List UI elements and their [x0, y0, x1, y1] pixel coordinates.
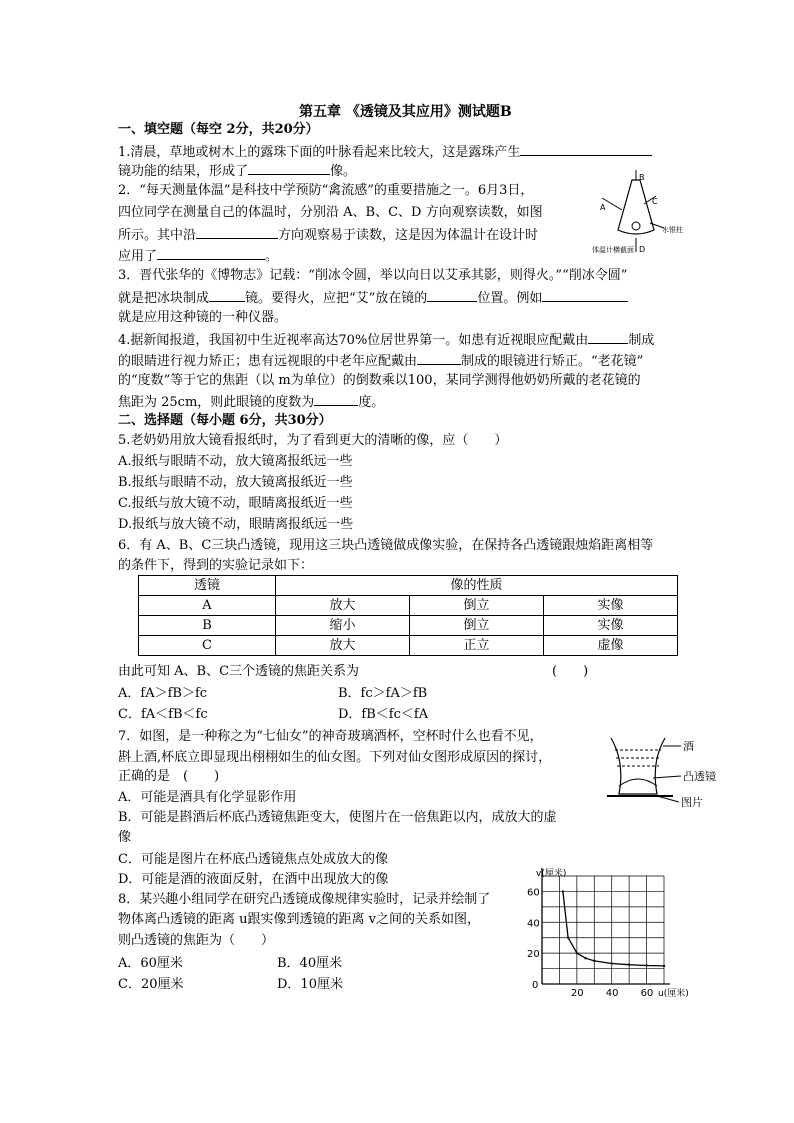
q3-line3: 就是应用这种镜的一种仪器。 — [118, 310, 288, 325]
uv-chart — [524, 868, 694, 1002]
chart-ticks — [527, 887, 653, 999]
q6-line1: 6．有 A、B、C三块凸透镜，现用这三块凸透镜做成像实验，在保持各凸透镜跟烛焰距离相等 — [118, 538, 654, 553]
q7-line3: 正确的是 ( ) — [118, 769, 220, 784]
fig-label-d: D — [639, 245, 646, 254]
table-cell: 实像 — [544, 596, 678, 616]
chart-point — [645, 964, 647, 966]
table-header-row — [139, 576, 678, 596]
chart-point — [628, 964, 630, 966]
chart-series-line — [563, 891, 664, 966]
q7-line2: 斟上酒,杯底立即显现出栩栩如生的仙女图。下列对仙女图形成原因的探讨， — [118, 750, 552, 765]
q3-blank3[interactable] — [542, 287, 628, 302]
q5-option-a[interactable]: A.报纸与眼睛不动，放大镜离报纸远一些 — [118, 454, 353, 469]
table-header: 像的性质 — [276, 576, 678, 596]
chart-grid — [542, 876, 664, 984]
table-cell: 缩小 — [276, 616, 410, 636]
table-cell: 放大 — [276, 636, 410, 656]
q5-option-c[interactable]: C.报纸与放大镜不动，眼睛离报纸近一些 — [118, 496, 353, 511]
q5-option-d[interactable]: D.报纸与放大镜不动，眼睛离报纸远一些 — [118, 517, 354, 532]
q2-blank2[interactable] — [157, 245, 265, 260]
q7-option-d[interactable]: D．可能是酒的液面反射，在酒中出现放大的像 — [118, 872, 389, 887]
chart-point — [562, 890, 564, 892]
fig-label-wine: 酒 — [683, 740, 694, 753]
table-cell: 实像 — [544, 616, 678, 636]
q6-line2: 的条件下，得到的实验记录如下： — [118, 558, 314, 573]
thermometer-figure — [590, 168, 690, 258]
q2-line1: 2．“每天测量体温”是科技中学预防“禽流感”的重要措施之一。6月3日， — [118, 183, 534, 198]
q8-option-b[interactable]: B．40厘米 — [277, 956, 343, 971]
q1-blank2[interactable] — [248, 160, 330, 175]
chart-point — [576, 952, 578, 954]
q2-line2: 四位同学在测量自己的体温时，分别沿 A、B、C、D 方向观察读数，如图 — [118, 205, 543, 220]
fig-label-lens: 凸透镜 — [683, 770, 716, 783]
y-tick-label: 40 — [527, 918, 540, 930]
q6-line3: 由此可知 A、B、C三个透镜的焦距关系为 — [118, 664, 360, 679]
q4-line3: 的“度数”等于它的焦距（以 m为单位）的倒数乘以100，某同学测得他奶奶所戴的老花镜的 — [118, 373, 641, 388]
chart-point — [593, 960, 595, 962]
q8-option-d[interactable]: D．10厘米 — [277, 977, 343, 992]
table-cell: A — [139, 596, 276, 616]
q7-option-b[interactable]: B．可能是斟酒后杯底凸透镜焦距变大，使图片在一倍焦距以内，成放大的虚 — [118, 810, 557, 825]
chart-point — [567, 937, 569, 939]
y-tick-label: 60 — [527, 887, 540, 899]
fig-label-section: 体温计横截面 — [592, 246, 634, 254]
y-tick-label: 0 — [532, 980, 539, 991]
chart-point — [584, 957, 586, 959]
table-cell: 放大 — [276, 596, 410, 616]
q4-line1: 4.据新闻报道，我国初中生近视率高达70%位居世界第一。如患有近视眼应配戴由 制成 — [118, 329, 654, 351]
x-tick-label: 60 — [640, 988, 654, 999]
q6-option-b[interactable]: B．fc＞fA＞fB — [338, 686, 428, 701]
chart-points — [562, 890, 665, 967]
table-cell: C — [139, 636, 276, 656]
table-cell: 虚像 — [544, 636, 678, 656]
fig-label-b: B — [639, 173, 645, 182]
q1-line2: 镜功能的结果，形成了 像。 — [118, 160, 356, 182]
fig-label-a: A — [600, 203, 606, 212]
q4-blank3[interactable] — [314, 391, 358, 406]
q3-line1: 3．晋代张华的《博物志》记载：“削冰令圆，举以向日以艾承其影，则得火。”“削冰令圆” — [118, 268, 628, 283]
q6-option-c[interactable]: C．fA＜fB＜fc — [118, 707, 208, 722]
q6-option-a[interactable]: A．fA＞fB＞fc — [118, 686, 208, 701]
chart-point — [663, 965, 665, 967]
chart-xlabel: u(厘米) — [658, 989, 689, 999]
q2-line4: 应用了 。 — [118, 245, 278, 267]
table-cell: 正立 — [410, 636, 544, 656]
q8-line2: 物体离凸透镜的距离 u跟实像到透镜的距离 v之间的关系如图， — [118, 912, 480, 927]
section-fill-blank: 一、填空题（每空 2分，共20分） — [118, 122, 319, 137]
q3-blank1[interactable] — [209, 287, 245, 302]
table-row — [139, 616, 678, 636]
fig-label-mercury: 水银柱 — [662, 226, 683, 234]
table-header: 透镜 — [139, 576, 276, 596]
q8-line1: 8．某兴趣小组同学在研究凸透镜成像规律实验时，记录并绘制了 — [118, 892, 491, 907]
fig-label-picture: 图片 — [681, 796, 703, 809]
q5-stem: 5.老奶奶用放大镜看报纸时，为了看到更大的清晰的像，应（ ） — [118, 433, 508, 448]
q7-option-c[interactable]: C．可能是图片在杯底凸透镜焦点处成放大的像 — [118, 852, 388, 867]
q8-option-a[interactable]: A．60厘米 — [118, 956, 183, 971]
wine-glass-figure — [603, 732, 733, 812]
q4-blank2[interactable] — [417, 350, 461, 365]
q7-option-a[interactable]: A．可能是酒具有化学显影作用 — [118, 790, 297, 805]
q4-line4: 焦距为 25cm，则此眼镜的度数为 度。 — [118, 391, 384, 413]
y-tick-label: 20 — [527, 949, 540, 961]
q6-option-d[interactable]: D．fB＜fc＜fA — [338, 707, 429, 722]
table-cell: B — [139, 616, 276, 636]
q2-line3: 所示。其中沿 方向观察易于读数，这是因为体温计在设计时 — [118, 224, 538, 246]
q8-line3: 则凸透镜的焦距为（ ） — [118, 933, 275, 948]
table-cell: 倒立 — [410, 616, 544, 636]
q1-blank1[interactable] — [520, 141, 652, 156]
chart-axes — [542, 868, 670, 984]
chart-ylabel: v(厘米) — [536, 869, 567, 879]
q8-option-c[interactable]: C．20厘米 — [118, 977, 184, 992]
q3-blank2[interactable] — [427, 287, 477, 302]
table-cell: 倒立 — [410, 596, 544, 616]
table-row — [139, 596, 678, 616]
q2-blank1[interactable] — [196, 224, 278, 239]
q5-option-b[interactable]: B.报纸与眼睛不动，放大镜离报纸近一些 — [118, 475, 353, 490]
q6-answer-paren[interactable]: ( ) — [552, 664, 589, 679]
q3-line2: 就是把冰块制成 镜。要得火，应把“艾”放在镜的 位置。例如 — [118, 287, 628, 309]
chart-point — [611, 962, 613, 964]
x-tick-label: 40 — [605, 988, 619, 999]
q7-line1: 7．如图，是一种称之为“七仙女”的神奇玻璃酒杯，空杯时什么也看不见， — [118, 729, 543, 744]
table-row — [139, 636, 678, 656]
fig-label-c: C — [652, 197, 658, 206]
q6-results-table — [138, 575, 678, 656]
q4-blank1[interactable] — [588, 329, 628, 344]
q7-option-b-cont: 像 — [118, 830, 132, 845]
q4-line2: 的眼睛进行视力矫正；患有远视眼的中老年应配戴由 制成的眼镜进行矫正。“老花镜” — [118, 350, 643, 372]
x-tick-label: 20 — [570, 988, 584, 999]
page-title: 第五章 《透镜及其应用》测试题B — [299, 104, 512, 120]
section-choice: 二、选择题（每小题 6分，共30分） — [118, 413, 332, 428]
q1-line1: 1.清晨，草地或树木上的露珠下面的叶脉看起来比较大，这是露珠产生 — [118, 141, 652, 163]
